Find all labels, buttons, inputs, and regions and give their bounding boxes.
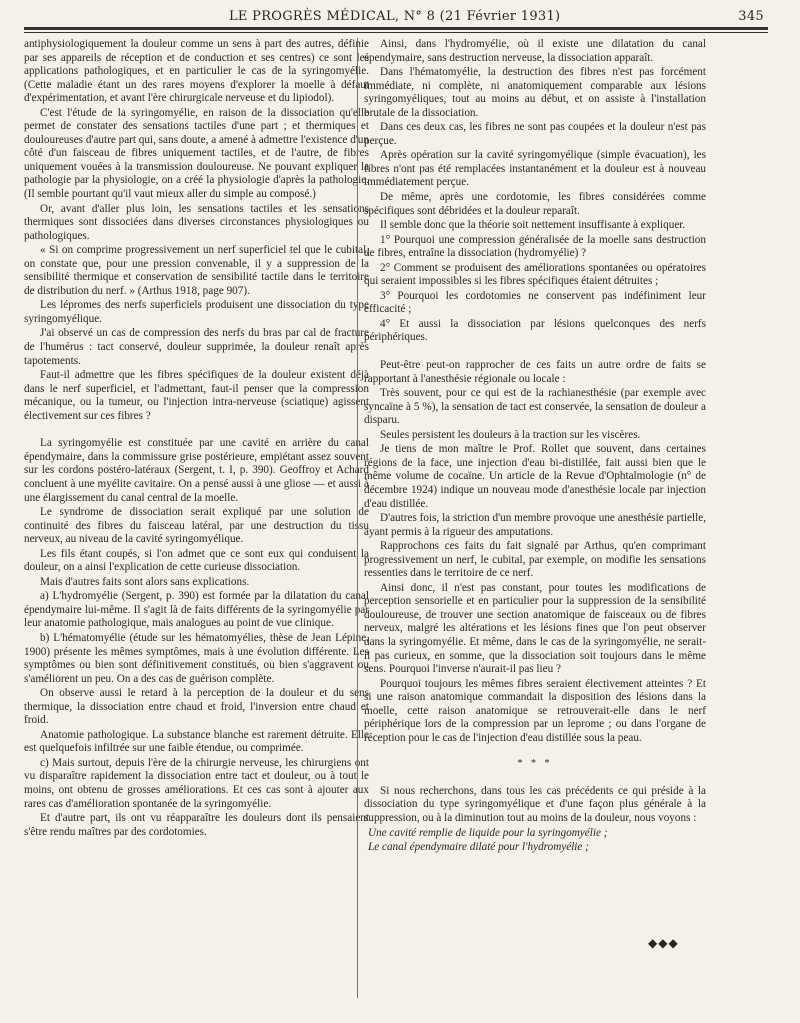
journal-title: LE PROGRÈS MÉDICAL, N° 8 (21 Février 1931) (229, 9, 561, 24)
running-header (24, 6, 776, 26)
header-rule-thin (24, 32, 768, 33)
paragraph: Ainsi donc, il n'est pas constant, pour toutes les modifications de perception sensorielle et en particulier pour la suppression de la sensibilité douloureuse, de trouver une section anatomique de faisceaux ou de fibres nerveux, malgré les altérations et les lésions fines que l'on peut observer dans la syringomyélie. Et même, dans le cas de la syringomyélie, ne serait-il pas curieux, en somme, que la dissociation soit toujours dans le même sens. Pourquoi l'inverse n'aurait-il pas lieu ? (364, 581, 706, 676)
paragraph: De même, après une cordotomie, les fibres considérées comme spécifiques sont débridées et la douleur reparaît. (364, 191, 706, 217)
page-number: 345 (738, 9, 764, 24)
list-item: 3° Pourquoi les cordotomies ne conservent pas indéfiniment leur efficacité ; (364, 289, 706, 316)
paragraph: J'ai observé un cas de compression des nerfs du bras par cal de fracture de l'humérus : tact conservé, douleur supprimée, la douleur renaît après tapotements. (24, 327, 369, 367)
paragraph: antiphysiologiquement la douleur comme un sens à part des autres, définie par ses appareils de réception et de conduction et ses centres) ce sont les applications pathologiques, et en particulier le cas de la syringomyélie. (Cette maladie étant un des rares moyens d'explorer la moelle à défaut d'expérimentation, et avant l'ère chirurgicale nerveuse et du lipiodol). (24, 38, 369, 105)
column-divider (357, 38, 358, 998)
paragraph: Les fils étant coupés, si l'on admet que ce sont eux qui conduisent la douleur, on a ainsi l'explication de cette curieuse dissociation. (24, 547, 369, 574)
paragraph: Et d'autre part, ils ont vu réapparaître les douleurs dont ils pensaient s'être rendu maîtres par des cordotomies. (24, 812, 369, 838)
paragraph: La syringomyélie est constituée par une cavité en arrière du canal épendymaire, dans la commissure grise postérieure, empiétant assez souvent sur les cordons postéro-latéraux (Sergent, t. I, p. 390). Geoffroy et Achard concluent à une myélite cavitaire. On a pensé aussi à une gliose — et aussi à une élargissement du canal central de la moelle. (24, 437, 369, 504)
paragraph: Le syndrome de dissociation serait expliqué par une solution de continuité des fibres du faisceau latéral, par une destruction du tissu nerveux, au niveau de la cavité syringomyélique. (24, 506, 369, 546)
paragraph: Dans l'hématomyélie, la destruction des fibres n'est pas forcément immédiate, ni complète, ni anatomiquement comparable aux lésions syringomyéliques, tout au moins au début, et on assiste à l'installation brutale de la dissociation. (364, 66, 706, 119)
list-item: 4° Et aussi la dissociation par lésions quelconques des nerfs périphériques. (364, 317, 706, 344)
paragraph: C'est l'étude de la syringomyélie, en raison de la dissociation qu'elle permet de constater des sensations tactiles d'une part ; et thermiques et douloureuses d'autre part qui, sans doute, a amené à admettre l'existence d'un côté d'un faisceau de fibres uniquement tactiles, et de l'autre, de fibres uniquement vouées à la transmission douloureuse. Ne pouvant expliquer la pathologie par la physiologie, on a créé la physiologie d'après la pathologie. (Il semble pourtant qu'il vaut mieux aller du simple au composé.) (24, 106, 369, 201)
paragraph: Ainsi, dans l'hydromyélie, où il existe une dilatation du canal épendymaire, sans destruction nerveuse, la dissociation apparaît. (364, 38, 706, 64)
end-ornament: ◆◆◆ (648, 936, 679, 950)
paragraph: Je tiens de mon maître le Prof. Rollet que souvent, dans certaines régions de la face, une injection d'eau bi-distillée, fait aussi bien que le même volume de cocaïne. Un article de la Revue d'Ophtalmologie (n° de décembre 1924) indique un nouveau mode d'anesthésie locale par injection d'eau distillée. (364, 443, 706, 510)
paragraph: Faut-il admettre que les fibres spécifiques de la douleur existent déjà dans le nerf superficiel, et l'admettant, faut-il penser que la compression mécanique, ou la tumeur, ou l'injection intra-nerveuse (sciatique) agissent électivement sur ces fibres ? (24, 369, 369, 422)
paragraph: Très souvent, pour ce qui est de la rachianesthésie (par exemple avec syncaïne à 5 %), la sensation de tact est conservée, la sensation de douleur a disparu. (364, 387, 706, 427)
paragraph: Seules persistent les douleurs à la traction sur les viscères. (380, 428, 641, 441)
paragraph: Rapprochons ces faits du fait signalé par Arthus, qu'en comprimant progressivement un nerf, le cubital, par exemple, on modifie les sensations ressenties dans le territoire de ce nerf. (364, 540, 706, 580)
paragraph: Si nous recherchons, dans tous les cas précédents ce qui préside à la dissociation du type syringomyélique et d'une façon plus générale à la suppression, ou à la diminution tout au moins de la douleur, nous voyons : (364, 784, 706, 824)
paragraph: Mais d'autres faits sont alors sans explications. (40, 575, 250, 588)
list-item: 1° Pourquoi une compression généralisée de la moelle sans destruction de fibres, entraîne la dissociation (hydromyélie) ? (364, 233, 706, 260)
list-item: 2° Comment se produisent des améliorations spontanées ou opératoires qui seraient impossibles si les fibres spécifiques étaient détruites ; (364, 261, 706, 288)
paragraph: Peut-être peut-on rapprocher de ces faits un autre ordre de faits se rapportant à l'anesthésie régionale ou locale : (364, 359, 706, 385)
paragraph: a) L'hydromyélie (Sergent, p. 390) est formée par la dilatation du canal épendymaire lui-même. Il s'agit là de faits différents de la syringomyélie par leur anatomie pathologique, mais analogues au point de vue clinique. (24, 590, 369, 630)
left-column (24, 38, 369, 840)
right-column (364, 38, 706, 856)
italic-conclusion: Le canal épendymaire dilaté pour l'hydromyélie ; (368, 841, 589, 854)
paragraph: b) L'hématomyélie (étude sur les hématomyélies, thèse de Jean Lépine, 1900) présente les mêmes symptômes, mais à une évolution différente. Les symptômes ou bien sont définitivement constitués, ou bien s'aggravent ou s'améliorent un peu. On a des cas de guérison complète. (24, 631, 369, 685)
header-rule-thick (24, 27, 768, 30)
section-separator: * * * (517, 758, 553, 770)
paragraph: Pourquoi toujours les mêmes fibres seraient électivement atteintes ? Et si une raison anatomique commandait la disposition des lésions dans la moelle, cette raison anatomique se retrouverait-elle dans le nerf périphérique lors de la compression par un leprome ; ou dans l'organe de réception pour le cas de l'injection d'eau distillée sous la peau. (364, 677, 706, 744)
paragraph: Anatomie pathologique. La substance blanche est rarement détruite. Elle est quelquefois infiltrée sur une faible étendue, ou comprimée. (24, 728, 369, 755)
paragraph: Après opération sur la cavité syringomyélique (simple évacuation), les fibres n'ont pas été remplacées instantanément et la douleur est à nouveau immédiatement perçue. (364, 149, 706, 189)
italic-conclusion: Une cavité remplie de liquide pour la syringomyélie ; (368, 826, 608, 839)
paragraph: c) Mais surtout, depuis l'ère de la chirurgie nerveuse, les chirurgiens ont vu disparaître rapidement la dissociation entre tact et douleur, ou à tout le moins, ont obtenu de grosses améliorations. Et ces cas sont à ajouter aux rares cas d'amélioration spontanée de la syringomyélie. (24, 756, 369, 810)
paragraph: « Si on comprime progressivement un nerf superficiel tel que le cubital, on constate que, pour une pression convenable, il y a suppression de la sensibilité thermique et conservation de sensibilité tactile dans le territoire de distribution du nerf. » (Arthus 1918, page 907). (24, 244, 369, 297)
paragraph: On observe aussi le retard à la perception de la douleur et du sens thermique, la dissociation entre chaud et froid, l'inversion entre chaud et froid. (24, 687, 369, 727)
paragraph: D'autres fois, la striction d'un membre provoque une anesthésie partielle, ayant permis à la rigueur des amputations. (364, 512, 706, 538)
paragraph: Il semble donc que la théorie soit nettement insuffisante à expliquer. (380, 219, 686, 232)
paragraph: Dans ces deux cas, les fibres ne sont pas coupées et la douleur n'est pas perçue. (364, 121, 706, 147)
paragraph: Or, avant d'aller plus loin, les sensations tactiles et les sensations thermiques sont dissociées dans diverses circonstances physiologiques ou pathologiques. (24, 202, 369, 242)
paragraph: Les lépromes des nerfs superficiels produisent une dissociation du type syringomyélique. (24, 299, 369, 325)
